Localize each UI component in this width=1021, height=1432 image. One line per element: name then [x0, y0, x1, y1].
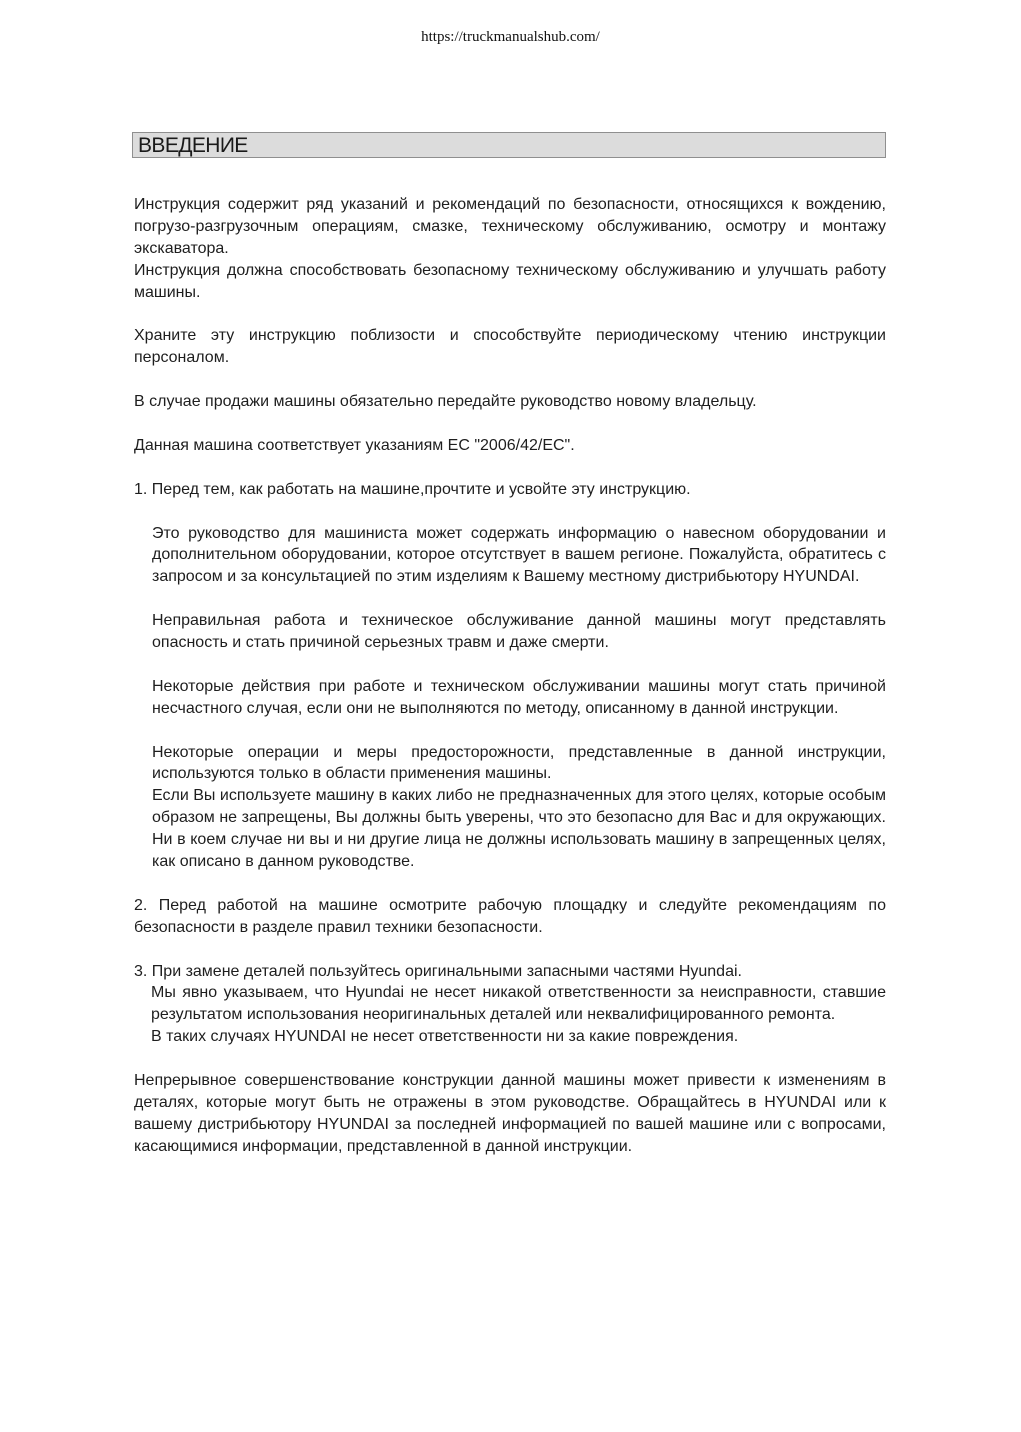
- document-body: [134, 194, 886, 1158]
- list-item-1-paragraph: Если Вы используете машину в каких либо не предназначенных для этого целях, которые особым образом не запрещены, Вы должны быть уверены, что это безопасно для Вас и для окружающих. Ни в коем случае ни вы и ни другие лица не должны использовать машину в запрещенных целях, как описано в данном руководстве.: [152, 787, 886, 871]
- list-item-1-paragraph: Это руководство для машиниста может содержать информацию о навесном оборудовании и дополнительном оборудовании, которое отсутствует в вашем регионе. Пожалуйста, обратитесь с запросом и за консультацией по этим изделиям к Вашему местному дистрибьютору HYUNDAI.: [152, 524, 886, 586]
- list-item-3: 3. При замене деталей пользуйтесь оригинальными запасными частями Hyundai.: [134, 962, 742, 980]
- storage-paragraph: Храните эту инструкцию поблизости и способствуйте периодическому чтению инструкции персоналом.: [134, 327, 886, 367]
- list-item-3-paragraph: Мы явно указываем, что Hyundai не несет никакой ответственности за неисправности, ставшие результатом использования неоригинальных деталей или неквалифицированного ремонта.: [151, 984, 886, 1024]
- list-item-3-paragraph: В таких случаях HYUNDAI не несет ответственности ни за какие повреждения.: [151, 1028, 739, 1046]
- sale-paragraph: В случае продажи машины обязательно передайте руководство новому владельцу.: [134, 393, 757, 411]
- section-title-bar: [132, 132, 886, 158]
- compliance-paragraph: Данная машина соответствует указаниям ЕС "2006/42/ЕС".: [134, 436, 575, 454]
- list-item-1: 1. Перед тем, как работать на машине,прочтите и усвойте эту инструкцию.: [134, 480, 691, 498]
- intro-paragraph-2: Инструкция должна способствовать безопасному техническому обслуживанию и улучшать работу машины.: [134, 261, 886, 301]
- list-item-1-paragraph: Неправильная работа и техническое обслуживание данной машины могут представлять опасность и стать причиной серьезных травм и даже смерти.: [152, 612, 886, 652]
- list-item-2: 2. Перед работой на машине осмотрите рабочую площадку и следуйте рекомендациям по безопасности в разделе правил техники безопасности.: [134, 896, 886, 936]
- list-item-1-paragraph: Некоторые действия при работе и техническом обслуживании машины могут стать причиной несчастного случая, если они не выполняются по методу, описанному в данной инструкции.: [152, 677, 886, 717]
- section-title: ВВЕДЕНИЕ: [138, 134, 248, 157]
- intro-paragraph: Инструкция содержит ряд указаний и рекомендаций по безопасности, относящихся к вождению, погрузо-разгрузочным операциям, смазке, техническому обслуживанию, осмотру и монтажу экскаватора.: [134, 196, 886, 257]
- closing-paragraph: Непрерывное совершенствование конструкции данной машины может привести к изменениям в деталях, которые могут быть не отражены в этом руководстве. Обращайтесь в HYUNDAI или к вашему дистрибьютору HYUNDAI за последней информацией по вашей машине или с вопросами, касающимися информации, представленной в данной инструкции.: [134, 1072, 886, 1155]
- source-url[interactable]: https://truckmanualshub.com/: [421, 29, 600, 45]
- list-item-1-paragraph: Некоторые операции и меры предосторожности, представленные в данной инструкции, используются только в области применения машины.: [152, 743, 886, 783]
